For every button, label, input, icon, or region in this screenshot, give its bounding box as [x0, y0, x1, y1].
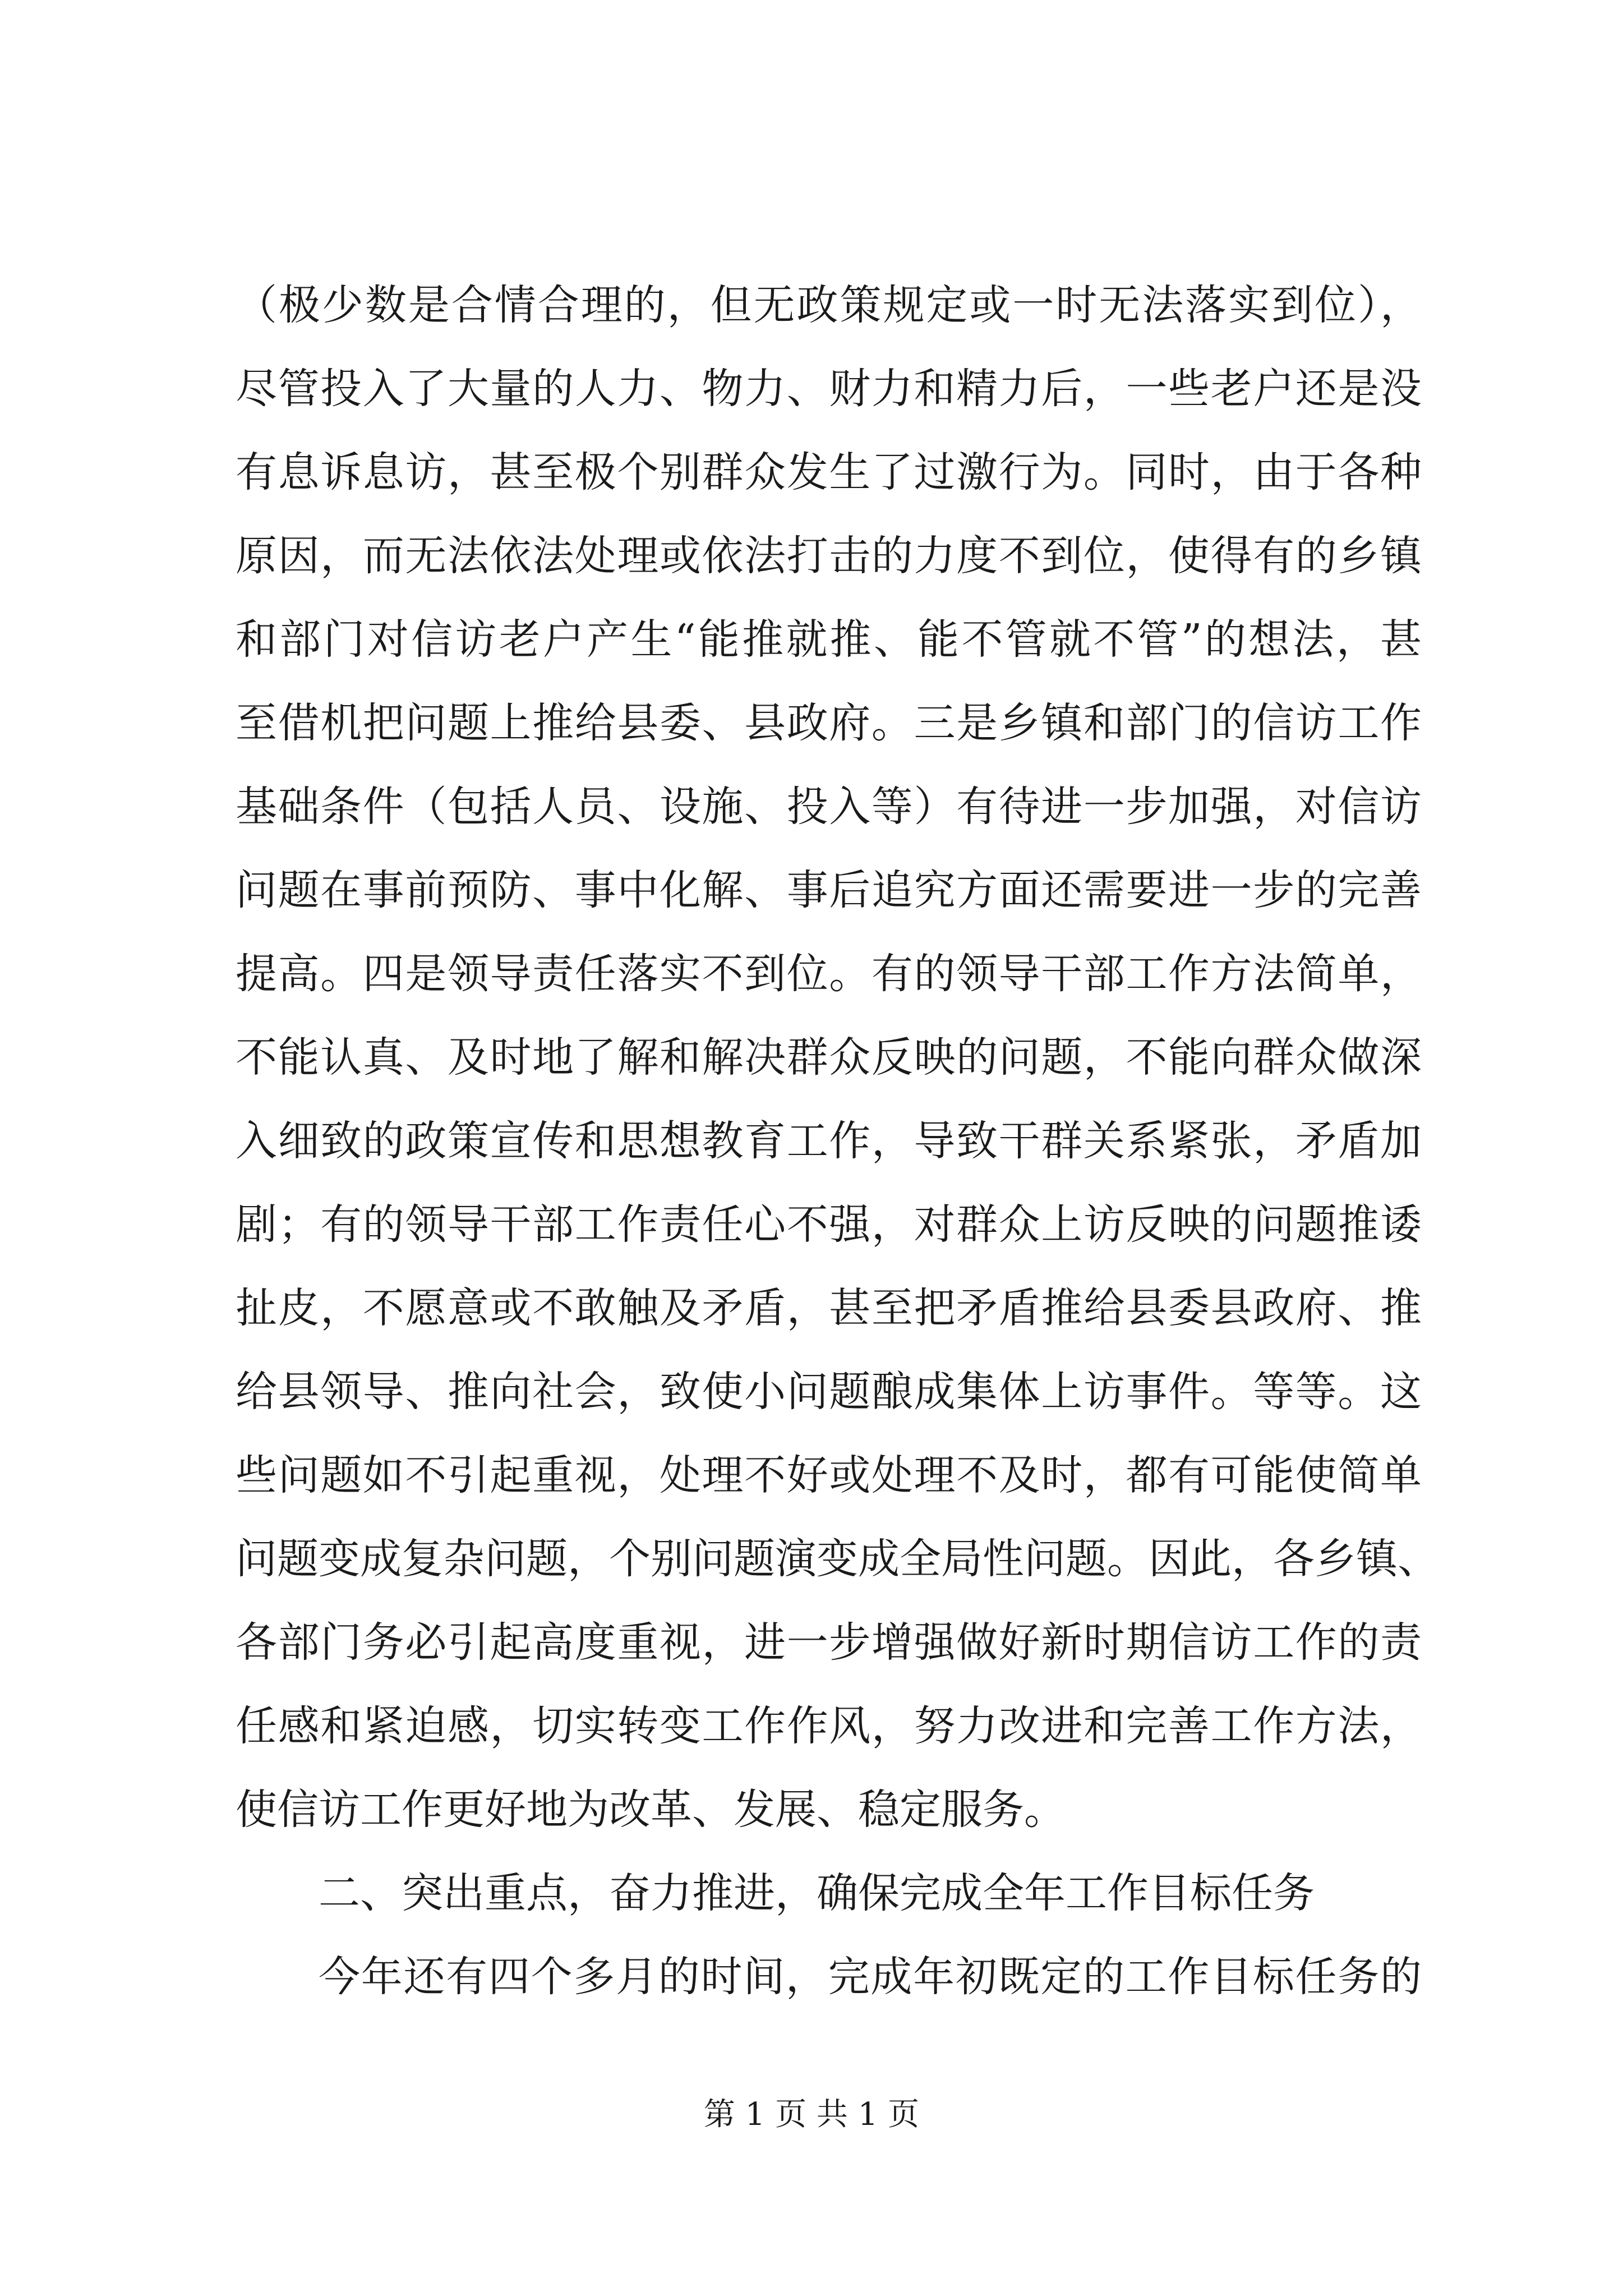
text-line: 有息诉息访，甚至极个别群众发生了过激行为。同时，由于各种	[236, 448, 1422, 496]
text-line: （极少数是合情合理的，但无政策规定或一时无法落实到位），	[236, 281, 1422, 329]
text-line: 些问题如不引起重视，处理不好或处理不及时，都有可能使简单	[236, 1451, 1422, 1499]
text-line: 任感和紧迫感，切实转变工作作风，努力改进和完善工作方法，	[236, 1702, 1422, 1750]
section-heading: 二、突出重点，奋力推进，确保完成全年工作目标任务	[319, 1869, 1315, 1917]
text-line: 入细致的政策宣传和思想教育工作，导致干群关系紧张，矛盾加	[236, 1117, 1422, 1165]
text-line: 和部门对信访老户产生“能推就推、能不管就不管”的想法，甚	[236, 615, 1422, 664]
text-line: 原因，而无法依法处理或依法打击的力度不到位，使得有的乡镇	[236, 532, 1422, 580]
text-line: 扯皮，不愿意或不敢触及矛盾，甚至把矛盾推给县委县政府、推	[236, 1284, 1422, 1332]
text-line: 至借机把问题上推给县委、县政府。三是乡镇和部门的信访工作	[236, 699, 1422, 747]
text-line: 尽管投入了大量的人力、物力、财力和精力后，一些老户还是没	[236, 365, 1422, 413]
text-line: 提高。四是领导责任落实不到位。有的领导干部工作方法简单，	[236, 950, 1422, 998]
text-line: 各部门务必引起高度重视，进一步增强做好新时期信访工作的责	[236, 1618, 1422, 1667]
text-line: 使信访工作更好地为改革、发展、稳定服务。	[236, 1786, 1066, 1834]
text-line: 给县领导、推向社会，致使小问题酿成集体上访事件。等等。这	[236, 1368, 1422, 1416]
page-footer: 第 1 页 共 1 页	[703, 2096, 920, 2133]
text-line: 剧；有的领导干部工作责任心不强，对群众上访反映的问题推诿	[236, 1200, 1422, 1249]
text-line: 问题变成复杂问题，个别问题演变成全局性问题。因此，各乡镇、	[236, 1535, 1439, 1583]
text-line: 问题在事前预防、事中化解、事后追究方面还需要进一步的完善	[236, 866, 1422, 914]
text-line: 不能认真、及时地了解和解决群众反映的问题，不能向群众做深	[236, 1033, 1422, 1082]
text-line: 基础条件（包括人员、设施、投入等）有待进一步加强，对信访	[236, 783, 1422, 831]
body-text	[236, 264, 1439, 2019]
paragraph-start: 今年还有四个多月的时间，完成年初既定的工作目标任务的	[319, 1953, 1422, 2001]
